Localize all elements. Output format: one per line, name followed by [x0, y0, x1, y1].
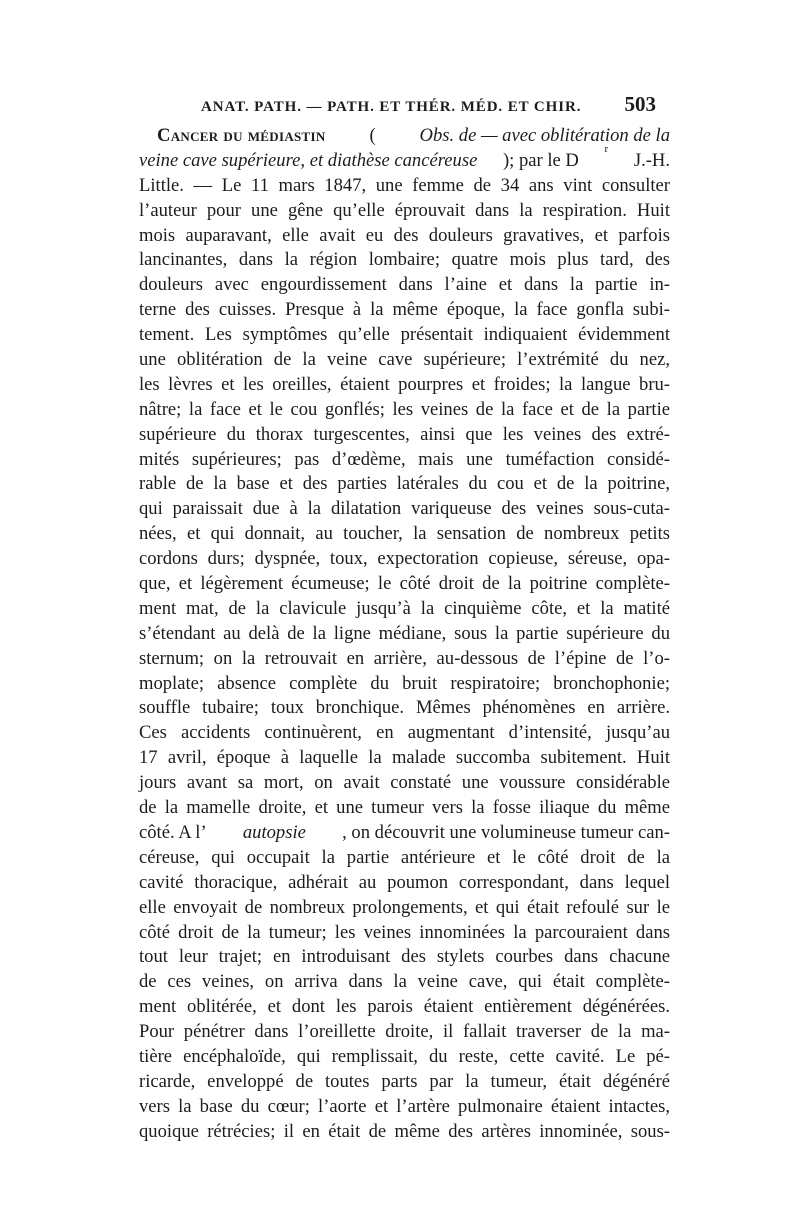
text-line [139, 597, 670, 622]
text-line [139, 821, 670, 846]
text-line [139, 1070, 670, 1095]
text-run: lancinantes, dans la région lombaire; quatre mois plus tard, des [139, 249, 670, 271]
text-run: l’auteur pour une gêne qu’elle éprouvait dans la respiration. Huit [139, 199, 670, 221]
text-run: ricarde, enveloppé de toutes parts par la tumeur, était dégénéré [139, 1070, 670, 1092]
text-line [139, 672, 670, 697]
text-run: moplate; absence complète du bruit respiratoire; bronchophonie; [139, 672, 670, 694]
book-page [139, 92, 670, 1145]
text-run: , on découvrit une volumineuse tumeur can- [342, 821, 670, 843]
text-run: douleurs avec engourdissement dans l’aine et dans la partie in- [139, 274, 670, 296]
text-line [139, 572, 670, 597]
text-run: Little. — Le 11 mars 1847, une femme de 34 ans vint consulter [139, 174, 670, 196]
text-line [139, 921, 670, 946]
text-line [139, 721, 670, 746]
text-run: tout leur trajet; en introduisant des stylets courbes dans chacune [139, 946, 670, 968]
text-line [139, 1045, 670, 1070]
text-run: quoique rétrécies; il en était de même des artères innominée, sous- [139, 1120, 670, 1142]
text-line [139, 896, 670, 921]
text-run: souffle tubaire; toux bronchique. Mêmes phénomènes en arrière. [139, 697, 670, 719]
text-run: tière encéphaloïde, qui remplissait, du reste, cette cavité. Le pé- [139, 1045, 670, 1067]
text-line [139, 448, 670, 473]
text-run: de la mamelle droite, et une tumeur vers la fosse iliaque du même [139, 797, 670, 819]
text-run: de ces veines, on arriva dans la veine cave, qui était complète- [139, 971, 670, 993]
text-run: côté droit de la tumeur; les veines innominées la parcouraient dans [139, 921, 670, 943]
text-line [139, 248, 670, 273]
text-run: vers la base du cœur; l’aorte et l’artère pulmonaire étaient intactes, [139, 1095, 670, 1117]
text-line [139, 124, 670, 149]
page-header [139, 92, 670, 124]
text-run: sternum; on la retrouvait en arrière, au-dessous de l’épine de l’o- [139, 647, 670, 669]
text-line [139, 273, 670, 298]
text-run: cordons durs; dyspnée, toux, expectoration copieuse, séreuse, opa- [139, 548, 670, 570]
text-line [139, 224, 670, 249]
text-line [139, 472, 670, 497]
text-run: ment oblitérée, et dont les parois étaient entièrement dégénérées. [139, 996, 670, 1018]
text-run: r [604, 142, 609, 155]
text-run: mois auparavant, elle avait eu des douleurs gravatives, et parfois [139, 224, 670, 246]
text-line [139, 522, 670, 547]
text-run: qui paraissait due à la dilatation variqueuse des veines sous-cuta- [139, 498, 670, 520]
text-run: céreuse, qui occupait la partie antérieure et le côté droit de la [139, 846, 670, 868]
text-run: ment mat, de la clavicule jusqu’à la cinquième côte, et la matité [139, 597, 670, 619]
text-run: nâtre; la face et le cou gonflés; les veines de la face et de la partie [139, 398, 670, 420]
text-line [139, 348, 670, 373]
text-line [139, 423, 670, 448]
text-run: nées, et qui donnait, au toucher, la sensation de nombreux petits [139, 523, 670, 545]
text-line [139, 1020, 670, 1045]
text-line [139, 547, 670, 572]
text-line [139, 746, 670, 771]
article-body [139, 124, 670, 1145]
text-run: les lèvres et les oreilles, étaient pourpres et froides; la langue bru- [139, 373, 670, 395]
text-run: Ces accidents continuèrent, en augmentant d’intensité, jusqu’au [139, 722, 670, 744]
text-run: supérieure du thorax turgescentes, ainsi que les veines des extré- [139, 423, 670, 445]
text-run: Obs. de — avec oblitération de la [419, 125, 670, 146]
text-run: ( [369, 125, 376, 146]
text-run: mités supérieures; pas d’œdème, mais une tuméfaction considé- [139, 448, 670, 470]
text-run: ); par le D [502, 149, 579, 171]
text-line [139, 298, 670, 323]
text-line [139, 174, 670, 199]
text-run: une oblitération de la veine cave supérieure; l’extrémité du nez, [139, 349, 670, 371]
text-line [139, 696, 670, 721]
text-line [139, 373, 670, 398]
text-line [139, 1095, 670, 1120]
text-run: J.-H. [633, 149, 670, 171]
text-run: rable de la base et des parties latérales du cou et de la poitrine, [139, 473, 670, 495]
text-run: Pour pénétrer dans l’oreillette droite, il fallait traverser de la ma- [139, 1021, 670, 1043]
text-line [139, 142, 670, 174]
article-title: Cancer du médiastin [157, 125, 326, 146]
text-line [139, 647, 670, 672]
text-line [139, 1120, 670, 1145]
text-line [139, 323, 670, 348]
text-line [139, 771, 670, 796]
page-number: 503 [624, 92, 656, 116]
text-run: côté. A l’ [139, 821, 207, 843]
text-line [139, 497, 670, 522]
text-line [139, 622, 670, 647]
text-run: autopsie [242, 821, 306, 843]
text-run: veine cave supérieure, et diathèse cancéreuse [139, 149, 478, 171]
text-line [139, 970, 670, 995]
text-run: cavité thoracique, adhérait au poumon correspondant, dans lequel [139, 871, 670, 893]
running-head: ANAT. PATH. — PATH. ET THÉR. MÉD. ET CHIR. [201, 99, 582, 115]
text-line [139, 871, 670, 896]
text-run: s’étendant au delà de la ligne médiane, sous la partie supérieure du [139, 622, 670, 644]
text-line [139, 846, 670, 871]
text-line [139, 995, 670, 1020]
text-run: que, et légèrement écumeuse; le côté droit de la poitrine complète- [139, 573, 670, 595]
text-run: elle envoyait de nombreux prolongements, et qui était refoulé sur le [139, 896, 670, 918]
text-run: jours avant sa mort, on avait constaté une voussure considérable [139, 772, 670, 794]
text-run: terne des cuisses. Presque à la même époque, la face gonfla subi- [139, 299, 670, 321]
text-run: 17 avril, époque à laquelle la malade succomba subitement. Huit [139, 747, 670, 769]
text-run: tement. Les symptômes qu’elle présentait indiquaient évidemment [139, 324, 670, 346]
text-line [139, 199, 670, 224]
text-line [139, 398, 670, 423]
text-line [139, 945, 670, 970]
text-line [139, 796, 670, 821]
